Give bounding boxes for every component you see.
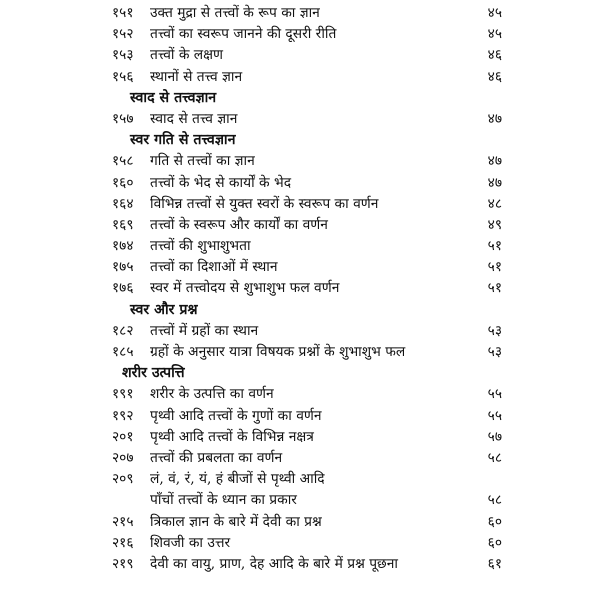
toc-entry [112, 469, 502, 490]
toc-entry [112, 236, 502, 257]
toc-entry [112, 448, 502, 469]
verse-number: १७६ [112, 280, 134, 297]
page-number: ५३ [487, 322, 502, 339]
verse-number: १८२ [112, 322, 134, 339]
entry-title: तत्त्वों के लक्षण [150, 47, 224, 64]
toc-entry [112, 109, 502, 130]
toc-entry [112, 533, 502, 554]
page-number: ४७ [487, 153, 502, 170]
toc-entry [112, 3, 502, 24]
entry-title: उक्त मुद्रा से तत्त्वों के रूप का ज्ञान [150, 5, 320, 21]
entry-title: तत्त्वों के भेद से कार्यों के भेद [150, 174, 292, 191]
toc-entry [112, 406, 502, 427]
verse-number: १५१ [112, 5, 134, 21]
entry-title: देवी का वायु, प्राण, देह आदि के बारे में प्रश्न पूछना [150, 555, 398, 572]
entry-title: विभिन्न तत्त्वों से युक्त स्वरों के स्वरूप का वर्णन [150, 195, 379, 212]
verse-number: १८५ [112, 344, 134, 360]
page-number: ५३ [487, 344, 502, 360]
entry-title: तत्त्वों की प्रबलता का वर्णन [150, 449, 283, 466]
entry-title: पृथ्वी आदि तत्त्वों के गुणों का वर्णन [150, 407, 322, 424]
verse-number: १७४ [112, 238, 134, 255]
page-number: ५७ [487, 428, 502, 445]
toc-entry [112, 554, 502, 575]
toc-entry [112, 278, 502, 299]
page-number: ६० [487, 513, 502, 530]
page-number: ४५ [487, 26, 502, 43]
verse-number: १७५ [112, 259, 134, 276]
section-heading: स्वर और प्रश्न [130, 301, 198, 318]
entry-title: तत्त्वों की शुभाशुभता [150, 238, 251, 255]
verse-number: २१५ [112, 513, 134, 530]
toc-entry [112, 321, 502, 342]
entry-title: गति से तत्त्वों का ज्ञान [150, 153, 255, 170]
verse-number: १९१ [112, 386, 134, 403]
page-number: ४६ [487, 47, 502, 64]
verse-number: १५३ [112, 47, 134, 64]
toc-entry [112, 45, 502, 66]
entry-title: शिवजी का उत्तर [150, 534, 231, 551]
page-number: ५१ [487, 238, 502, 255]
entry-title: स्थानों से तत्त्व ज्ञान [150, 68, 243, 85]
toc-entry [112, 342, 502, 363]
page-number: ४७ [487, 174, 502, 191]
entry-title: त्रिकाल ज्ञान के बारे में देवी का प्रश्न [150, 513, 322, 530]
verse-number: १६४ [112, 195, 134, 212]
verse-number: २०७ [112, 449, 134, 466]
page-number: ५५ [487, 386, 502, 403]
toc-entry [112, 67, 502, 88]
toc-entry [112, 24, 502, 45]
verse-number: १५६ [112, 68, 134, 85]
entry-title: ग्रहों के अनुसार यात्रा विषयक प्रश्नों के शुभाशुभ फल [150, 344, 406, 360]
toc-entry [112, 194, 502, 215]
page-number: ५८ [487, 492, 502, 509]
toc-entry [112, 512, 502, 533]
entry-title: पाँचों तत्त्वों के ध्यान का प्रकार [150, 492, 297, 509]
toc-entry [112, 427, 502, 448]
toc-entry [112, 384, 502, 405]
verse-number: १९२ [112, 407, 134, 424]
toc-entry [112, 173, 502, 194]
section-heading: स्वर गति से तत्त्वज्ञान [130, 132, 236, 149]
entry-title: पृथ्वी आदि तत्त्वों के विभिन्न नक्षत्र [150, 428, 314, 445]
verse-number: १५८ [112, 153, 134, 170]
entry-title: तत्त्वों के स्वरूप और कार्यों का वर्णन [150, 216, 328, 233]
page-number: ५५ [487, 407, 502, 424]
page-number: ५१ [487, 259, 502, 276]
page-number: ६० [487, 534, 502, 551]
verse-number: २१९ [112, 555, 134, 572]
verse-number: २१६ [112, 534, 134, 551]
verse-number: १५७ [112, 110, 134, 127]
verse-number: २०९ [112, 471, 134, 488]
page-number: ४५ [487, 5, 502, 21]
entry-title: शरीर के उत्पत्ति का वर्णन [150, 386, 274, 403]
page-number: ४८ [487, 195, 502, 212]
page-number: ५८ [487, 449, 502, 466]
verse-number: १६० [112, 174, 134, 191]
page-number: ५१ [487, 280, 502, 297]
toc-entry [112, 257, 502, 278]
page-number: ४६ [487, 68, 502, 85]
entry-title: तत्त्वों में ग्रहों का स्थान [150, 322, 259, 339]
verse-number: १५२ [112, 26, 134, 43]
toc-entry [112, 215, 502, 236]
toc-entry [112, 151, 502, 172]
section-heading: शरीर उत्पत्ति [122, 365, 185, 382]
entry-title: स्वाद से तत्त्व ज्ञान [150, 110, 238, 127]
page-number: ४७ [487, 110, 502, 127]
verse-number: २०१ [112, 428, 134, 445]
verse-number: १६९ [112, 216, 134, 233]
entry-title: तत्त्वों का स्वरूप जानने की दूसरी रीति [150, 26, 337, 43]
page-number: ४९ [487, 216, 502, 233]
entry-title: लं, वं, रं, यं, हं बीजों से पृथ्वी आदि [150, 471, 325, 488]
section-heading: स्वाद से तत्त्वज्ञान [130, 89, 217, 106]
entry-title: स्वर में तत्त्वोदय से शुभाशुभ फल वर्णन [150, 280, 340, 297]
toc-entry-continuation [112, 490, 502, 511]
page-number: ६१ [487, 555, 502, 572]
entry-title: तत्त्वों का दिशाओं में स्थान [150, 259, 278, 276]
table-of-contents [112, 3, 502, 575]
